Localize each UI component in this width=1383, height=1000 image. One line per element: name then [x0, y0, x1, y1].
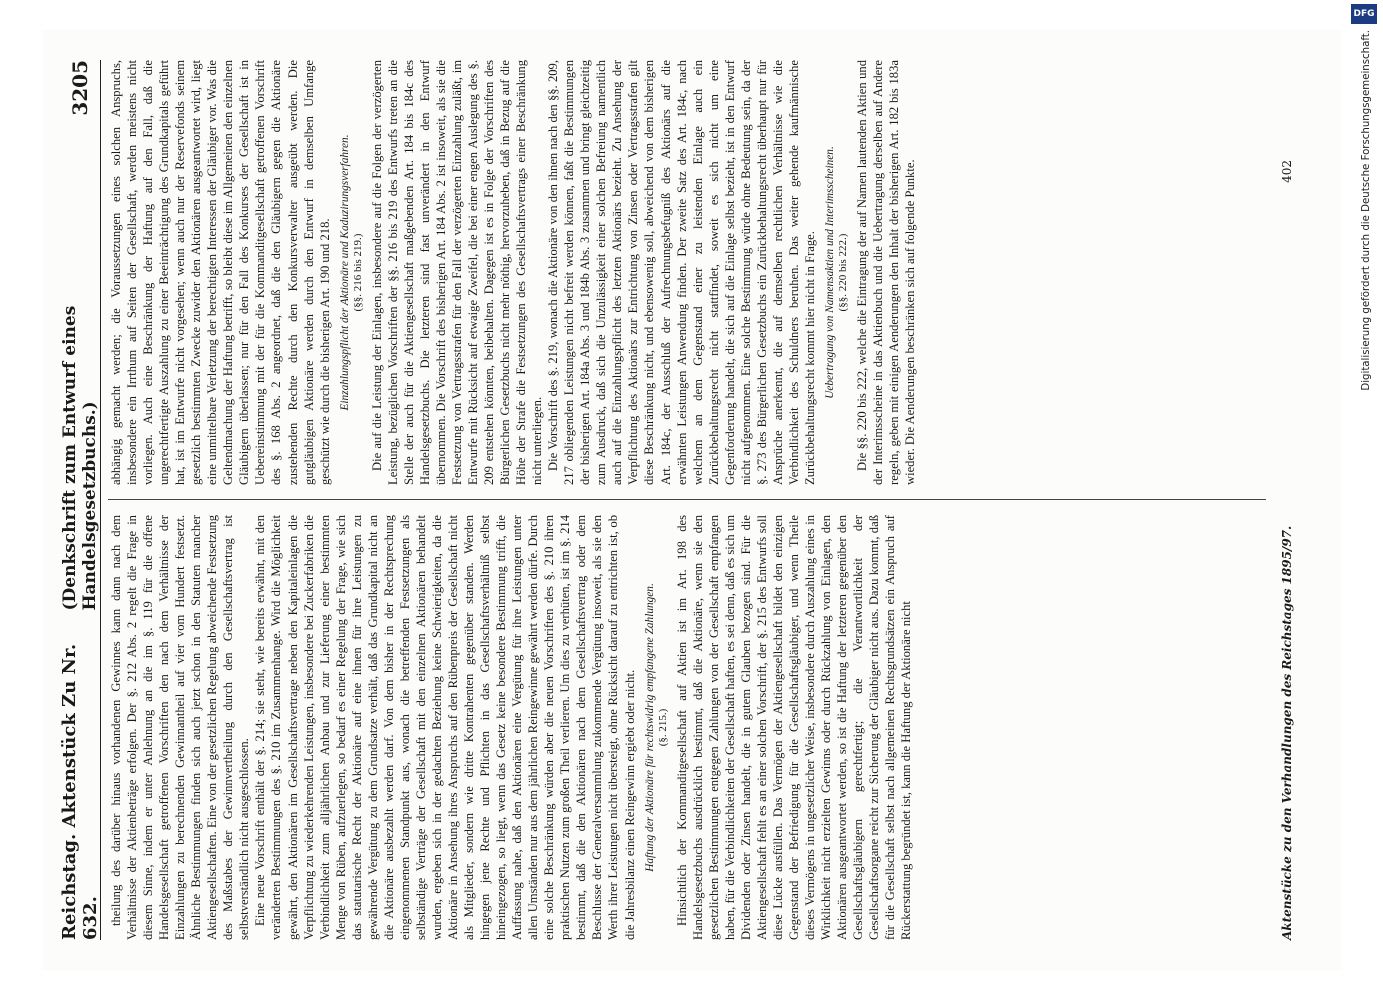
paragraph: Die Vorschrift des §. 219, wonach die Aktionäre von den ihnen nach den §§. 209, 217 obliegenden Leistungen nicht befreit werden können, faßt die Bestimmungen der bisherigen Art. 184a Abs. 3 und 184b Abs. 3 zusammen und bringt gleichzeitig zum Ausdruck, daß sich die Unzulässigkeit einer solchen Befreiung namentlich auch auf die Einzahlungspflicht des letzten Aktionärs bezieht. Zu Ansehung der Verpflichtung des Aktionärs zur Entrichtung von Zinsen oder Vertragsstrafen gilt diese Beschränkung nicht, und ebensowenig soll, abweichend von dem bisherigen Art. 184c, der Ausschluß der Aufrechnungsbefugniß des Aktionärs auf die erwähnten Leistungen Anwendung finden. Der zweite Satz des Art. 184c, nach welchem an dem Gegenstand einer zu leistenden Einlage auch ein Zurückbehaltungsrecht nicht stattfindet, soweit es sich nicht um eine Gegenforderung handelt, die sich auf die Einlage selbst bezieht, ist in den Entwurf nicht aufgenommen. Eine solche Bestimmung würde ohne Bedeutung sein, da der §. 273 des Bürgerlichen Gesetzbuchs ein Zurückbehaltungsrecht überhaupt nur für Ansprüche anerkennt, die auf demselben rechtlichen Verhältnisse wie die Verbindlichkeit des Schuldners beruhen. Das weiter gehende kaufmännische Zurückbehaltungsrecht kommt hier nicht in Frage.	[545, 60, 817, 485]
header-title: (Denkschrift zum Entwurf eines Handelsgesetzbuchs.)	[59, 305, 100, 611]
column-divider	[108, 499, 1266, 500]
document-page	[42, 30, 1342, 970]
digitization-sidebar	[1351, 4, 1377, 995]
paragraph: Eine neue Vorschrift enthält der §. 214; sie steht, wie bereits erwähnt, mit den veränderten Bestimmungen des §. 210 im Zusammenhange. Wird die Möglichkeit gewährt, den Aktionären im Gesellschaftsvertrage neben den Kapitaleinlagen die Verpflichtung zu wiederkehrenden Leistungen, insbesondere bei Zuckerfabriken die Verbindlichkeit zum alljährlichen Anbau und zur Lieferung einer bestimmten Menge von Rüben, aufzuerlegen, so bedarf es einer Regelung der Frage, wie sich das statutarische Recht der Aktionäre auf eine ihnen für ihre Leistungen zu gewährende Vergütung zu dem Grundsatze verhält, daß das Grundkapital nicht an die Aktionäre ausbezahlt werden darf. Von dem bisher in der Rechtsprechung eingenommenen Standpunkt aus, wonach die betreffenden Festsetzungen als selbständige Verträge der Gesellschaft mit den einzelnen Aktionären behandelt wurden, ergeben sich in der gedachten Beziehung keine Schwierigkeiten, da die Aktionäre in Ansehung ihres Anspruchs auf den Rübenpreis der Gesellschaft nicht als Mitglieder, sondern wie dritte Kontrahenten gegenüber standen. Werden hingegen jene Rechte und Pflichten in das Gesellschaftsverhältniß selbst hineingezogen, so liegt, wenn das Gesetz keine besondere Bestimmung trifft, die Auffassung nahe, daß den Aktionären eine Vergütung für ihre Leistungen unter allen Umständen nur aus dem jährlichen Reingewinne gewährt werden dürfe. Durch eine solche Beschränkung würden aber die neuen Vorschriften des §. 210 ihren praktischen Nutzen zum großen Theil verlieren. Um dies zu verhüten, ist im §. 214 bestimmt, daß die den Aktionären nach dem Gesellschaftsvertrag oder dem Beschlusse der Generalversammlung zukommende Vergütung insoweit, als sie den Werth ihrer Leistungen nicht übersteigt, ohne Rücksicht darauf zu entrichten ist, ob die Jahresbilanz einen Reingewinn ergiebt oder nicht.	[252, 515, 636, 940]
dfg-logo-icon: DFG	[1351, 4, 1377, 24]
section-reference: (§§. 216 bis 219.)	[351, 233, 364, 312]
page-footer: Aktenstücke zu den Verhandlungen des Reichstages 1895/97.	[1279, 525, 1294, 940]
page-header	[60, 60, 101, 940]
header-left: Reichstag. Aktenstück Zu Nr. 632.	[58, 643, 101, 940]
section-heading: Einzahlungspflicht der Aktionäre und Kaduzirungsverfahren.	[338, 134, 351, 411]
paragraph: Hinsichtlich der Kommanditgesellschaft auf Aktien ist im Art. 198 des Handelsgesetzbuchs ausdrücklich bestimmt, daß die Aktionäre, wenn sie den gesetzlichen Bestimmungen entgegen Zahlungen von der Gesellschaft empfangen haben, für die Verbindlichkeiten der Gesellschaft haften, es sei denn, daß es sich um Dividenden oder Zinsen handelt, die in gutem Glauben bezogen sind. Für die Aktiengesellschaft fehlt es an einer solchen Vorschrift, der §. 215 des Entwurfs soll diese Lücke ausfüllen. Das Vermögen der Aktiengesellschaft bildet den einzigen Gegenstand der Befriedigung für die Gesellschaftsgläubiger, und wenn Theile dieses Vermögens in ungesetzlicher Weise, insbesondere durch Auszahlung eines in Wirklichkeit nicht erzielten Gewinns oder durch Rückzahlung von Einlagen, den Aktionären ausgeantwortet werden, so ist die Haftung der letzteren gegenüber den Gesellschaftsgläubigern gerechtfertigt; die Verantwortlichkeit der Gesellschaftsorgane reicht zur Sicherung der Gläubiger nicht aus. Dazu kommt, daß für die Gesellschaft selbst nach allgemeinen Rechtsgrundsätzen ein Anspruch auf Rückerstattung begründet ist, kann die Haftung der Aktionäre nicht	[674, 515, 913, 940]
section-heading: Haftung der Aktionäre für rechtswidrig empfangene Zahlungen.	[643, 583, 656, 872]
funding-note: Digitalisierung gefördert durch die Deutsche Forschungsgemeinschaft.	[1361, 30, 1372, 391]
header-page-number: 3205	[67, 60, 92, 116]
paragraph: Die auf die Leistung der Einlagen, insbesondere auf die Folgen der verzögerten Leistung, bezüglichen Vorschriften der §§. 216 bis 219 des Entwurfs treten an die Stelle der auch für die Aktiengesellschaft maßgebenden Art. 184 bis 184c des Handelsgesetzbuchs. Die letzteren sind fast unverändert in den Entwurf übernommen. Die Vorschrift des bisherigen Art. 184 Abs. 2 ist insoweit, als sie die Festsetzung von Vertragsstrafen für den Fall der verzögerten Einzahlung zuläßt, im Entwurfe mit Rücksicht auf etwaige Zweifel, die bei einer engen Auslegung des §. 209 entstehen könnten, beibehalten. Dagegen ist es in Folge der Vorschriften des Bürgerlichen Gesetzbuchs nicht mehr nöthig, hervorzuheben, daß in Bezug auf die Höhe der Strafe die Festsetzungen des Gesellschaftsvertrags einer Beschränkung nicht unterliegen.	[369, 60, 544, 485]
paragraph: abhängig gemacht werden; die Voraussetzungen eines solchen Anspruchs, insbesondere ein Irrthum auf Seiten der Gesellschaft, werden meistens nicht vorliegen. Auch eine Beschränkung der Haftung auf den Fall, daß die ungerechtfertigte Auszahlung zu einer Beeinträchtigung des Grundkapitals geführt hat, ist im Entwurfe nicht vorgesehen; wenn auch nur der Reservefonds seinem gesetzlich bestimmten Zwecke zuwider den Aktionären ausgeantwortet wird, liegt eine unmittelbare Verletzung der berechtigten Interessen der Gläubiger vor. Was die Geltendmachung der Haftung betrifft, so bleibt diese im Allgemeinen den einzelnen Gläubigern überlassen; nur für den Fall des Konkurses der Gesellschaft ist in Uebereinstimmung mit der für die Kommanditgesellschaft getroffenen Vorschrift des §. 168 Abs. 2 angeordnet, daß die den Gläubigern gegen die Aktionäre zustehenden Rechte durch den Konkursverwalter ausgeübt werden. Die gutgläubigen Aktionäre werden durch den Entwurf in demselben Umfange geschützt wie durch die bisherigen Art. 190 und 218.	[108, 60, 332, 485]
left-column	[108, 515, 1266, 940]
right-column	[108, 60, 1266, 485]
section-heading: Uebertragung von Namensaktien und Interimsscheinen.	[823, 146, 836, 399]
section-reference: (§§. 220 bis 222.)	[836, 233, 849, 312]
paragraph: theilung des darüber hinaus vorhandenen Gewinnes kann dann nach dem Verhältnisse der Aktienbeträge erfolgen. Der §. 212 Abs. 2 regelt die Frage in diesem Sinne, indem er unter Anlehnung an die im §. 119 für die offene Handelsgesellschaft getroffenen Vorschriften den nach dem Verhältnisse der Einzahlungen zu berechnenden Gewinnantheil auf vier vom Hundert festsetzt. Ähnliche Bestimmungen finden sich auch jetzt schon in den Statuten mancher Aktiengesellschaften. Eine von der gesetzlichen Regelung abweichende Festsetzung des Maßstabes der Gewinnvertheilung durch den Gesellschaftsvertrag ist selbstverständlich nicht ausgeschlossen.	[108, 515, 251, 940]
paragraph: Die §§. 220 bis 222, welche die Eintragung der auf Namen lautenden Aktien und der Interimsscheine in das Aktienbuch und die Uebertragung derselben auf Andere regeln, geben mit einigen Aenderungen den Inhalt der bisherigen Art. 182 bis 183a wieder. Die Aenderungen beschränken sich auf folgende Punkte.	[854, 60, 917, 485]
page-number: 402	[1279, 160, 1294, 183]
section-reference: (§. 215.)	[656, 708, 669, 747]
